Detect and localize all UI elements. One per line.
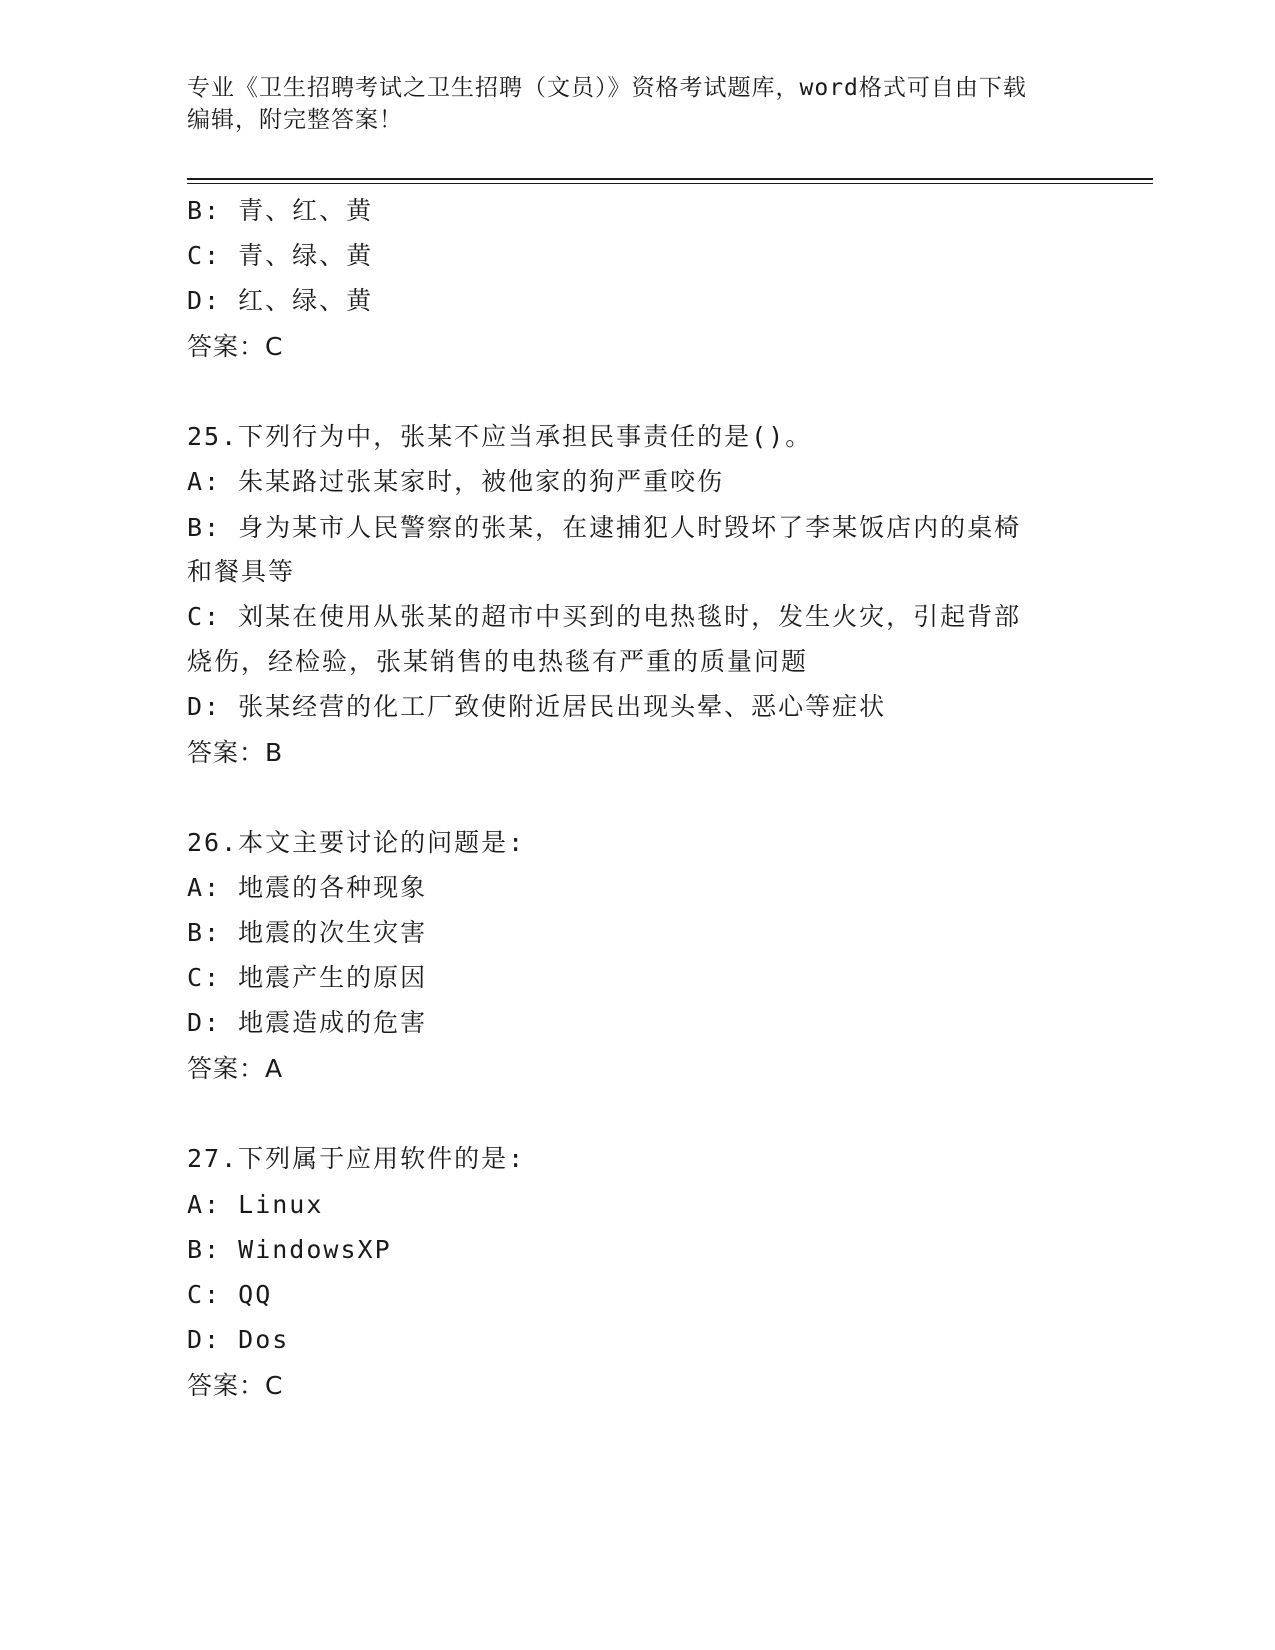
q25-answer: 答案：B [187, 738, 284, 767]
header-line-2: 编辑，附完整答案！ [187, 107, 403, 133]
header-divider-thick [187, 178, 1153, 180]
q25-option-b-line-2: 和餐具等 [187, 557, 296, 586]
q27-option-c: C: QQ [187, 1280, 273, 1309]
header-divider-thin [187, 183, 1153, 184]
q25-question: 25.下列行为中，张某不应当承担民事责任的是()。 [187, 422, 813, 451]
q27-option-a: A: Linux [187, 1190, 324, 1219]
q25-option-d: D: 张某经营的化工厂致使附近居民出现头晕、恶心等症状 [187, 692, 887, 721]
q25-option-a: A: 朱某路过张某家时，被他家的狗严重咬伤 [187, 467, 725, 496]
q25-option-c-line-1: C: 刘某在使用从张某的超市中买到的电热毯时，发生火灾，引起背部 [187, 602, 1022, 631]
q24-answer: 答案：C [187, 332, 284, 361]
q26-option-b: B: 地震的次生灾害 [187, 918, 428, 947]
q26-option-a: A: 地震的各种现象 [187, 873, 428, 902]
q27-answer: 答案：C [187, 1371, 284, 1400]
q25-option-c-line-2: 烧伤，经检验，张某销售的电热毯有严重的质量问题 [187, 647, 809, 676]
q26-option-d: D: 地震造成的危害 [187, 1008, 428, 1037]
document-header [187, 72, 1067, 136]
q26-question: 26.本文主要讨论的问题是: [187, 828, 526, 857]
q24-option-c: C: 青、绿、黄 [187, 241, 374, 270]
q27-option-b: B: WindowsXP [187, 1235, 392, 1264]
header-line-1: 专业《卫生招聘考试之卫生招聘（文员）》资格考试题库，word格式可自由下载 [187, 75, 1027, 101]
q27-option-d: D: Dos [187, 1325, 290, 1354]
q24-option-d: D: 红、绿、黄 [187, 286, 374, 315]
q26-option-c: C: 地震产生的原因 [187, 963, 428, 992]
q26-answer: 答案：A [187, 1054, 284, 1083]
q27-question: 27.下列属于应用软件的是: [187, 1144, 526, 1173]
q25-option-b-line-1: B: 身为某市人民警察的张某，在逮捕犯人时毁坏了李某饭店内的桌椅 [187, 513, 1022, 542]
q24-option-b: B: 青、红、黄 [187, 196, 374, 225]
